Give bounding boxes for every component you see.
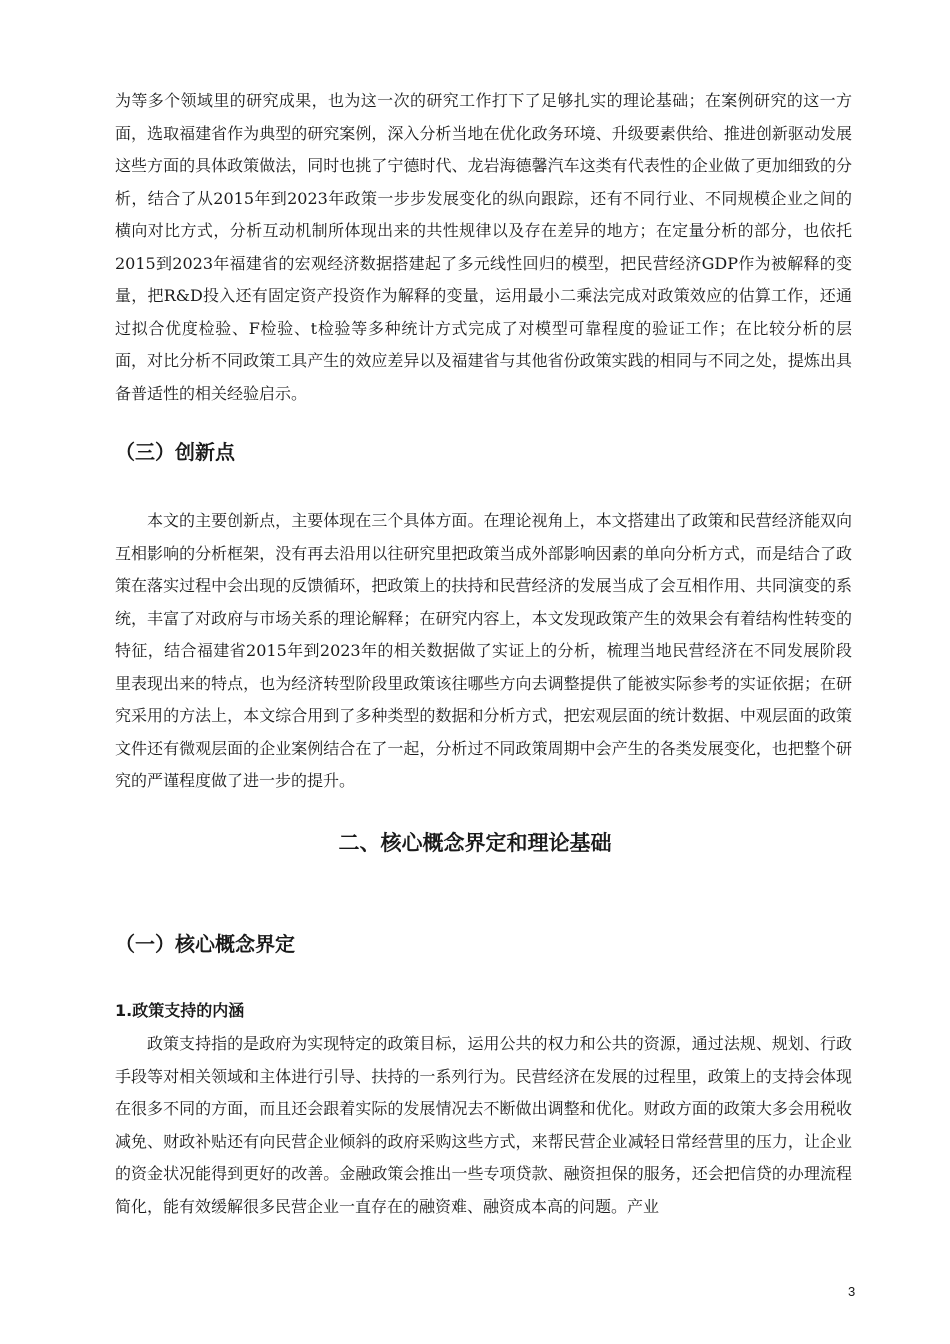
- chapter-heading: 二、核心概念界定和理论基础: [338, 831, 612, 855]
- section-heading-innovation: （三）创新点: [115, 440, 235, 464]
- page-number: 3: [848, 1284, 856, 1299]
- section-heading-core-concepts: （一）核心概念界定: [115, 932, 295, 956]
- body-paragraph-innovation: 本文的主要创新点，主要体现在三个具体方面。在理论视角上，本文搭建出了政策和民营经济能双向互相影响的分析框架，没有再去沿用以往研究里把政策当成外部影响因素的单向分析方式，而是结合了政策在落实过程中会出现的反馈循环，把政策上的扶持和民营经济的发展当成了会互相作用、共同演变的系统，丰富了对政府与市场关系的理论解释；在研究内容上，本文发现政策产生的效果会有着结构性转变的特征，结合福建省2015年到2023年的相关数据做了实证上的分析，梳理当地民营经济在不同发展阶段里表现出来的特点，也为经济转型阶段里政策该往哪些方向去调整提供了能被实际参考的实证依据；在研究采用的方法上，本文综合用到了多种类型的数据和分析方式，把宏观层面的统计数据、中观层面的政策文件还有微观层面的企业案例结合在了一起，分析过不同政策周期中会产生的各类发展变化，也把整个研究的严谨程度做了进一步的提升。: [115, 511, 852, 790]
- item-heading-policy-support: 1.政策支持的内涵: [115, 1001, 245, 1020]
- body-paragraph-research-methods: 为等多个领域里的研究成果，也为这一次的研究工作打下了足够扎实的理论基础；在案例研究的这一方面，选取福建省作为典型的研究案例，深入分析当地在优化政务环境、升级要素供给、推进创新驱动发展这些方面的具体政策做法，同时也挑了宁德时代、龙岩海德馨汽车这类有代表性的企业做了更加细致的分析，结合了从2015年到2023年政策一步步发展变化的纵向跟踪，还有不同行业、不同规模企业之间的横向对比方式，分析互动机制所体现出来的共性规律以及存在差异的地方；在定量分析的部分，也依托2015到2023年福建省的宏观经济数据搭建起了多元线性回归的模型，把民营经济GDP作为被解释的变量，把R&D投入还有固定资产投资作为解释的变量，运用最小二乘法完成对政策效应的估算工作，还通过拟合优度检验、F检验、t检验等多种统计方式完成了对模型可靠程度的验证工作；在比较分析的层面，对比分析不同政策工具产生的效应差异以及福建省与其他省份政策实践的相同与不同之处，提炼出具备普适性的相关经验启示。: [115, 91, 852, 403]
- body-paragraph-policy-support: 政策支持指的是政府为实现特定的政策目标，运用公共的权力和公共的资源，通过法规、规划、行政手段等对相关领域和主体进行引导、扶持的一系列行为。民营经济在发展的过程里，政策上的支持会体现在很多不同的方面，而且还会跟着实际的发展情况去不断做出调整和优化。财政方面的政策大多会用税收减免、财政补贴还有向民营企业倾斜的政府采购这些方式，来帮民营企业减轻日常经营里的压力，让企业的资金状况能得到更好的改善。金融政策会推出一些专项贷款、融资担保的服务，还会把信贷的办理流程简化，能有效缓解很多民营企业一直存在的融资难、融资成本高的问题。产业: [115, 1034, 852, 1216]
